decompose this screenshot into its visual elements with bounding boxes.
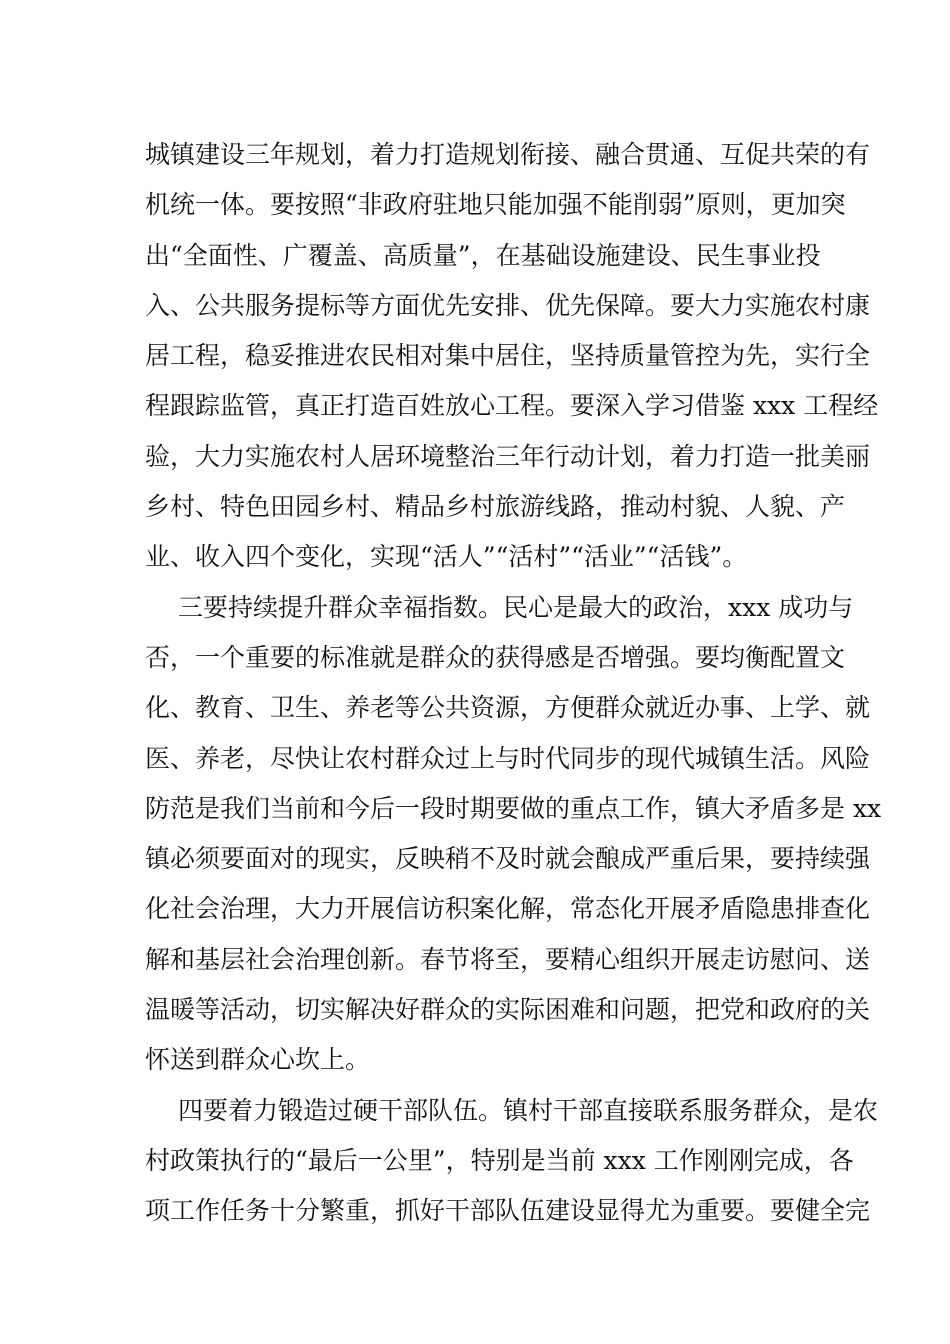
- text-line: 城镇建设三年规划，着力打造规划衔接、融合贯通、互促共荣的有: [145, 140, 871, 169]
- text-line: 医、养老，尽快让农村群众过上与时代同步的现代城镇生活。风险: [145, 743, 871, 773]
- paragraph-1: [145, 130, 879, 583]
- text-line: 温暖等活动，切实解决好群众的实际困难和问题，把党和政府的关: [145, 995, 871, 1025]
- paragraph-3: [145, 1086, 879, 1237]
- text-line: 居工程，稳妥推进农民相对集中居住，坚持质量管控为先，实行全: [145, 341, 871, 371]
- text-line: 解和基层社会治理创新。春节将至，要精心组织开展走访慰问、送: [145, 944, 871, 974]
- text-line: 否，一个重要的标准就是群众的获得感是否增强。要均衡配置文: [145, 642, 846, 672]
- text-line: 化、教育、卫生、养老等公共资源，方便群众就近办事、上学、就: [145, 693, 871, 723]
- text-line: 三要持续提升群众幸福指数。民心是最大的政治，xxx 成功与: [178, 592, 854, 622]
- text-line: 镇必须要面对的现实，反映稍不及时就会酿成严重后果，要持续强: [145, 844, 871, 874]
- text-line: 程跟踪监管，真正打造百姓放心工程。要深入学习借鉴 xxx 工程经: [145, 391, 879, 421]
- text-line: 验，大力实施农村人居环境整治三年行动计划，着力打造一批美丽: [145, 441, 871, 471]
- text-line: 业、收入四个变化，实现“活人”“活村”“活业”“活钱”。: [145, 542, 748, 572]
- text-line: 机统一体。要按照“非政府驻地只能加强不能削弱”原则，更加突: [145, 190, 846, 220]
- text-line: 怀送到群众心坎上。: [145, 1045, 371, 1075]
- text-line: 乡村、特色田园乡村、精品乡村旅游线路，推动村貌、人貌、产: [145, 492, 846, 522]
- body-text: [145, 130, 882, 1237]
- text-line: 村政策执行的“最后一公里”，特别是当前 xxx 工作刚刚完成，各: [145, 1145, 854, 1175]
- paragraph-2: [145, 583, 882, 1086]
- text-line: 四要着力锻造过硬干部队伍。镇村干部直接联系服务群众，是农: [178, 1095, 879, 1125]
- text-line: 入、公共服务提标等方面优先安排、优先保障。要大力实施农村康: [145, 290, 871, 320]
- text-line: 防范是我们当前和今后一段时期要做的重点工作，镇大矛盾多是 xx: [145, 793, 882, 823]
- text-line: 项工作任务十分繁重，抓好干部队伍建设显得尤为重要。要健全完: [145, 1196, 871, 1226]
- text-line: 化社会治理，大力开展信访积案化解，常态化开展矛盾隐患排查化: [145, 894, 871, 924]
- text-line: 出“全面性、广覆盖、高质量”，在基础设施建设、民生事业投: [145, 240, 821, 270]
